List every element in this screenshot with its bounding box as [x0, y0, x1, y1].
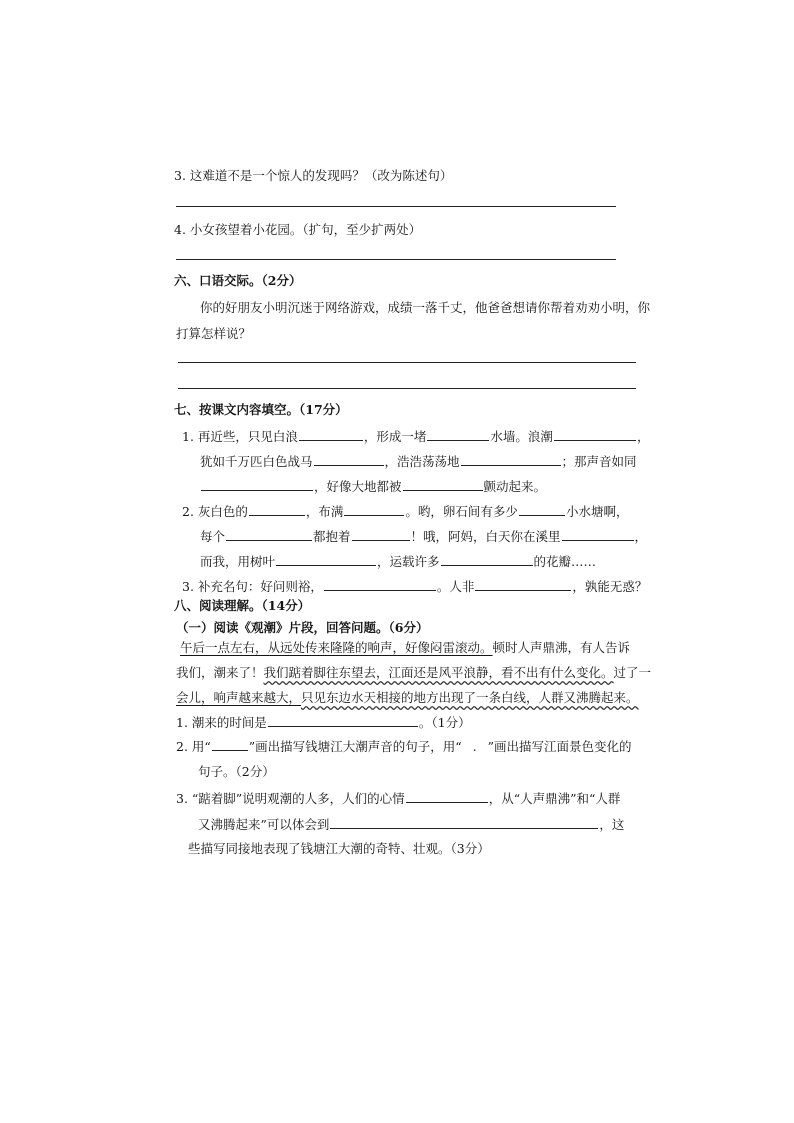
question-5-4: 4. 小女孩望着小花园。（扩句，至少扩两处）: [174, 222, 422, 237]
section-8-title: 八、阅读理解。（14分）: [174, 598, 311, 613]
blank[interactable]: [352, 528, 410, 541]
question-8-3-line2: [198, 816, 624, 833]
passage-line1: [180, 640, 630, 656]
passage-text: 过了一: [613, 665, 652, 680]
wavy-line-sample: .: [472, 739, 477, 754]
blank[interactable]: [201, 478, 313, 491]
blank[interactable]: [554, 428, 636, 441]
passage-line2: [176, 665, 651, 681]
q7-1-text-d: ，: [636, 429, 650, 444]
blank[interactable]: [268, 714, 418, 727]
q7-1-text-f: ，浩浩荡荡地: [384, 454, 460, 469]
question-7-2-line2: [200, 528, 647, 545]
q8-3-text-a: 3. “踮着脚”说明观潮的人多，人们的心情: [176, 791, 405, 806]
section-6-prompt-line2: 打算怎样说？: [176, 326, 252, 341]
q7-2-text-e: 每个: [200, 529, 226, 544]
blank[interactable]: [519, 503, 565, 516]
section-6-prompt-line1: 你的好朋友小明沉迷于网络游戏，成绩一落千丈，他爸爸想请你帮着劝劝小明，你: [200, 300, 651, 315]
q8-3-text-b: ，从“人声鼎沸”和“人群: [488, 791, 621, 806]
q7-2-text-i: 而我，用树叶: [200, 554, 276, 569]
q7-2-text-b: ，布满: [305, 504, 344, 519]
blank[interactable]: [403, 478, 483, 491]
blank[interactable]: [461, 453, 561, 466]
passage-sound-sentence: 午后一点左右，从远处传来隆隆的响声，好像闷雷滚动。: [180, 640, 493, 655]
question-7-2-line1: [182, 503, 628, 520]
question-5-3: 3. 这难道不是一个惊人的发现吗？（改为陈述句）: [174, 168, 453, 183]
passage-line3: [176, 690, 639, 706]
underline-sample: [212, 738, 248, 751]
passage-sound-sentence-2: 会儿，响声越来越大，: [176, 690, 302, 705]
q7-1-text-i: 颤动起来。: [483, 479, 547, 494]
q8-1-text-b: 。（1分）: [418, 715, 471, 730]
blank[interactable]: [249, 503, 305, 516]
section-7-title: 七、按课文内容填空。（17分）: [174, 402, 348, 417]
q7-1-text-g: ；那声音如同: [561, 454, 637, 469]
q7-1-text-h: ，好像大地都被: [314, 479, 402, 494]
question-8-2-line1: [176, 738, 632, 755]
q7-3-text-c: ，孰能无惑？: [572, 579, 648, 594]
blank[interactable]: [475, 578, 571, 591]
q7-2-text-g: ！哦，阿妈，白天你在溪里: [410, 529, 561, 544]
question-7-2-line3: [200, 553, 596, 570]
q7-2-text-d: 小水塘啊，: [565, 504, 629, 519]
blank[interactable]: [406, 790, 488, 803]
blank[interactable]: [562, 528, 634, 541]
question-7-1-line1: [182, 428, 649, 445]
q7-2-text-c: 。哟，卵石间有多少: [405, 504, 518, 519]
q7-1-text-b: ，形成一堵: [363, 429, 427, 444]
q8-1-text-a: 1. 潮来的时间是: [176, 715, 267, 730]
q7-1-text-e: 犹如千万匹白色战马: [200, 454, 313, 469]
passage-scene-sentence: 我们踮着脚往东望去，江面还是风平浪静，看不出有什么变化。: [263, 665, 614, 680]
question-8-3-line3: 些描写同接地表现了钱塘江大潮的奇特、壮观。（3分）: [188, 841, 490, 856]
q7-2-text-a: 2. 灰白色的: [182, 504, 248, 519]
blank[interactable]: [441, 553, 533, 566]
blank[interactable]: [330, 816, 598, 829]
question-7-3: [182, 578, 647, 595]
q8-2-text-b: ”画出描写钱塘江大潮声音的句子，用“: [248, 739, 462, 754]
blank[interactable]: [226, 528, 312, 541]
passage-text: 顿时人声鼎沸，有人告诉: [492, 640, 631, 655]
question-8-1: [176, 714, 471, 731]
section-8-subtitle: （一）阅读《观潮》片段，回答问题。（6分）: [176, 620, 429, 635]
q7-1-text-a: 1. 再近些，只见白浪: [182, 429, 298, 444]
answer-line-6-1[interactable]: [178, 362, 636, 363]
q7-3-text-b: 。人非: [436, 579, 475, 594]
q8-3-text-d: ，这: [599, 817, 625, 832]
passage-scene-sentence-2: 只见东边水天相接的地方出现了一条白线，人群又沸腾起来。: [301, 690, 639, 705]
q7-2-text-f: 都抱着: [313, 529, 351, 544]
answer-line-5-4[interactable]: [176, 259, 616, 260]
answer-line-5-3[interactable]: [176, 206, 616, 207]
q8-3-text-c: 又沸腾起来”可以体会到: [198, 817, 330, 832]
q8-2-text-a: 2. 用“: [176, 739, 211, 754]
blank[interactable]: [314, 453, 384, 466]
q7-1-text-c: 水墙。浪潮: [490, 429, 553, 444]
question-7-1-line3: [200, 478, 546, 495]
section-6-title: 六、口语交际。（2分）: [174, 273, 302, 288]
q7-3-text-a: 3. 补充名句：好问则裕，: [182, 579, 323, 594]
passage-text: 我们，潮来了！: [176, 665, 264, 680]
blank[interactable]: [427, 428, 489, 441]
question-8-3-line1: [176, 790, 620, 807]
q7-2-text-j: ，运载许多: [377, 554, 440, 569]
q7-2-text-h: ，: [634, 529, 648, 544]
blank[interactable]: [299, 428, 363, 441]
blank[interactable]: [344, 503, 404, 516]
q7-2-text-k: 的花瓣……: [533, 554, 597, 569]
question-8-2-line2: 句子。（2分）: [198, 764, 275, 779]
question-7-1-line2: [200, 453, 637, 470]
blank[interactable]: [324, 578, 436, 591]
blank[interactable]: [276, 553, 376, 566]
q8-2-text-c: ”画出描写江面景色变化的: [487, 739, 632, 754]
answer-line-6-2[interactable]: [178, 388, 636, 389]
